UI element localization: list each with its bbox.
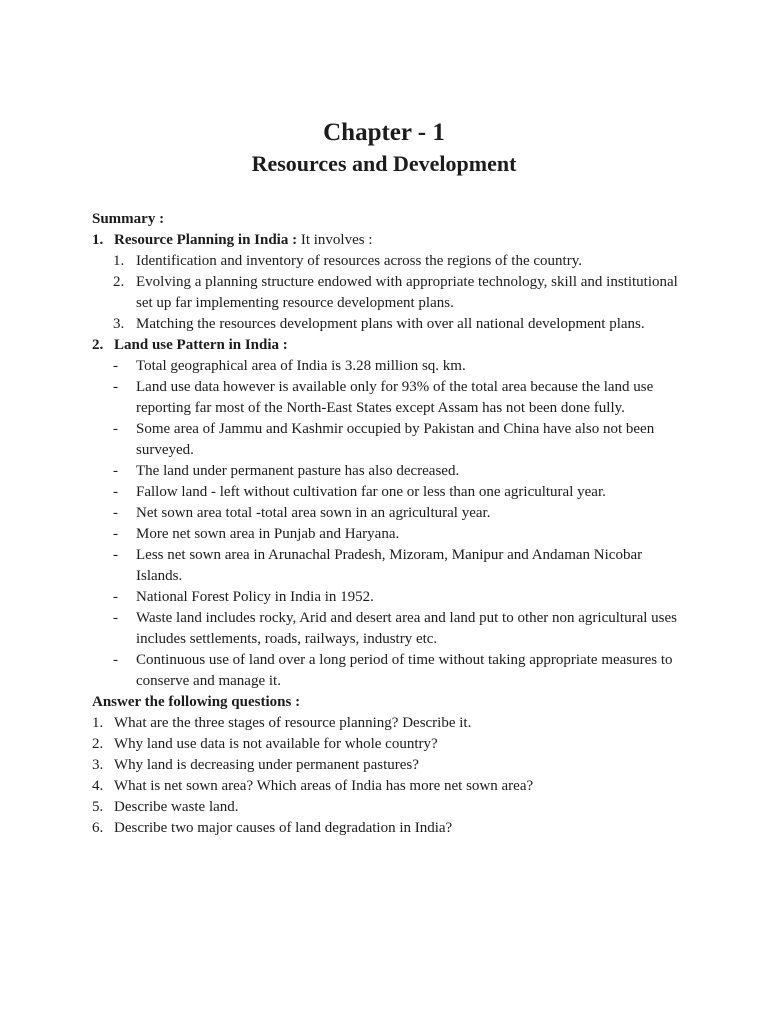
section-land-use-pattern <box>92 335 692 356</box>
questions-heading: Answer the following questions : <box>92 694 301 710</box>
question-text: Why land is decreasing under permanent pastures? <box>114 757 419 773</box>
question-text: Describe waste land. <box>114 799 239 815</box>
list-item-text: Less net sown area in Arunachal Pradesh, Mizoram, Manipur and Andaman Nicobar Islands. <box>136 547 643 584</box>
section-intro: It involves : <box>297 232 373 248</box>
list-item <box>92 461 692 482</box>
list-item-text: Total geographical area of India is 3.28 million sq. km. <box>136 358 466 374</box>
list-item-text: The land under permanent pasture has also decreased. <box>136 463 460 479</box>
list-item <box>92 419 692 461</box>
list-marker: - <box>113 505 118 521</box>
list-item <box>92 482 692 503</box>
list-item-text: Identification and inventory of resources across the regions of the country. <box>136 253 582 269</box>
list-item <box>92 314 692 335</box>
list-item-text: More net sown area in Punjab and Haryana. <box>136 526 400 542</box>
chapter-title: Resources and Development <box>251 151 517 176</box>
list-item <box>92 272 692 314</box>
section-title: Resource Planning in India : <box>114 232 298 248</box>
list-item-text: Fallow land - left without cultivation far one or less than one agricultural year. <box>136 484 606 500</box>
list-item <box>92 524 692 545</box>
list-item <box>92 545 692 587</box>
question-number: 6. <box>92 820 104 836</box>
list-item-text: Some area of Jammu and Kashmir occupied by Pakistan and China have also not been surveyed. <box>136 421 655 458</box>
list-item-text: Waste land includes rocky, Arid and desert area and land put to other non agricultural uses includes settlements, roads, railways, industry etc. <box>136 610 677 647</box>
list-marker: 1. <box>113 253 125 269</box>
section-title: Land use Pattern in India : <box>114 337 288 353</box>
list-item <box>92 356 692 377</box>
list-item <box>92 587 692 608</box>
list-item <box>92 503 692 524</box>
list-marker: - <box>113 379 118 395</box>
section-resource-planning <box>92 230 692 251</box>
question-text: Why land use data is not available for whole country? <box>114 736 438 752</box>
list-marker: - <box>113 421 118 437</box>
section-number: 1. <box>92 232 104 248</box>
list-marker: 2. <box>113 274 125 290</box>
list-item <box>92 251 692 272</box>
question-item <box>92 818 692 839</box>
list-item-text: Land use data however is available only for 93% of the total area because the land use reporting far most of the North-East States except Assam has not been done fully. <box>136 379 654 416</box>
list-item-text: Continuous use of land over a long period of time without taking appropriate measures to conserve and manage it. <box>136 652 673 689</box>
document-body <box>92 209 692 839</box>
question-item <box>92 776 692 797</box>
list-marker: - <box>113 589 118 605</box>
list-item-text: Net sown area total -total area sown in an agricultural year. <box>136 505 491 521</box>
question-number: 5. <box>92 799 104 815</box>
summary-heading: Summary : <box>92 211 165 227</box>
question-number: 3. <box>92 757 104 773</box>
list-item-text: Matching the resources development plans with over all national development plans. <box>136 316 645 332</box>
list-marker: - <box>113 652 118 668</box>
question-text: Describe two major causes of land degradation in India? <box>114 820 453 836</box>
question-number: 1. <box>92 715 104 731</box>
list-marker: - <box>113 463 118 479</box>
question-number: 2. <box>92 736 104 752</box>
question-item <box>92 713 692 734</box>
list-item <box>92 608 692 650</box>
section-number: 2. <box>92 337 104 353</box>
list-marker: - <box>113 547 118 563</box>
list-item <box>92 650 692 692</box>
question-item <box>92 734 692 755</box>
list-marker: - <box>113 526 118 542</box>
question-text: What are the three stages of resource planning? Describe it. <box>114 715 472 731</box>
list-marker: - <box>113 484 118 500</box>
list-marker: 3. <box>113 316 125 332</box>
list-item-text: National Forest Policy in India in 1952. <box>136 589 374 605</box>
list-marker: - <box>113 358 118 374</box>
list-item-text: Evolving a planning structure endowed with appropriate technology, skill and institutional set up far implementing resource development plans. <box>136 274 678 311</box>
question-item <box>92 755 692 776</box>
question-number: 4. <box>92 778 104 794</box>
list-item <box>92 377 692 419</box>
question-text: What is net sown area? Which areas of India has more net sown area? <box>114 778 534 794</box>
list-marker: - <box>113 610 118 626</box>
chapter-number: Chapter - 1 <box>323 119 445 146</box>
question-item <box>92 797 692 818</box>
